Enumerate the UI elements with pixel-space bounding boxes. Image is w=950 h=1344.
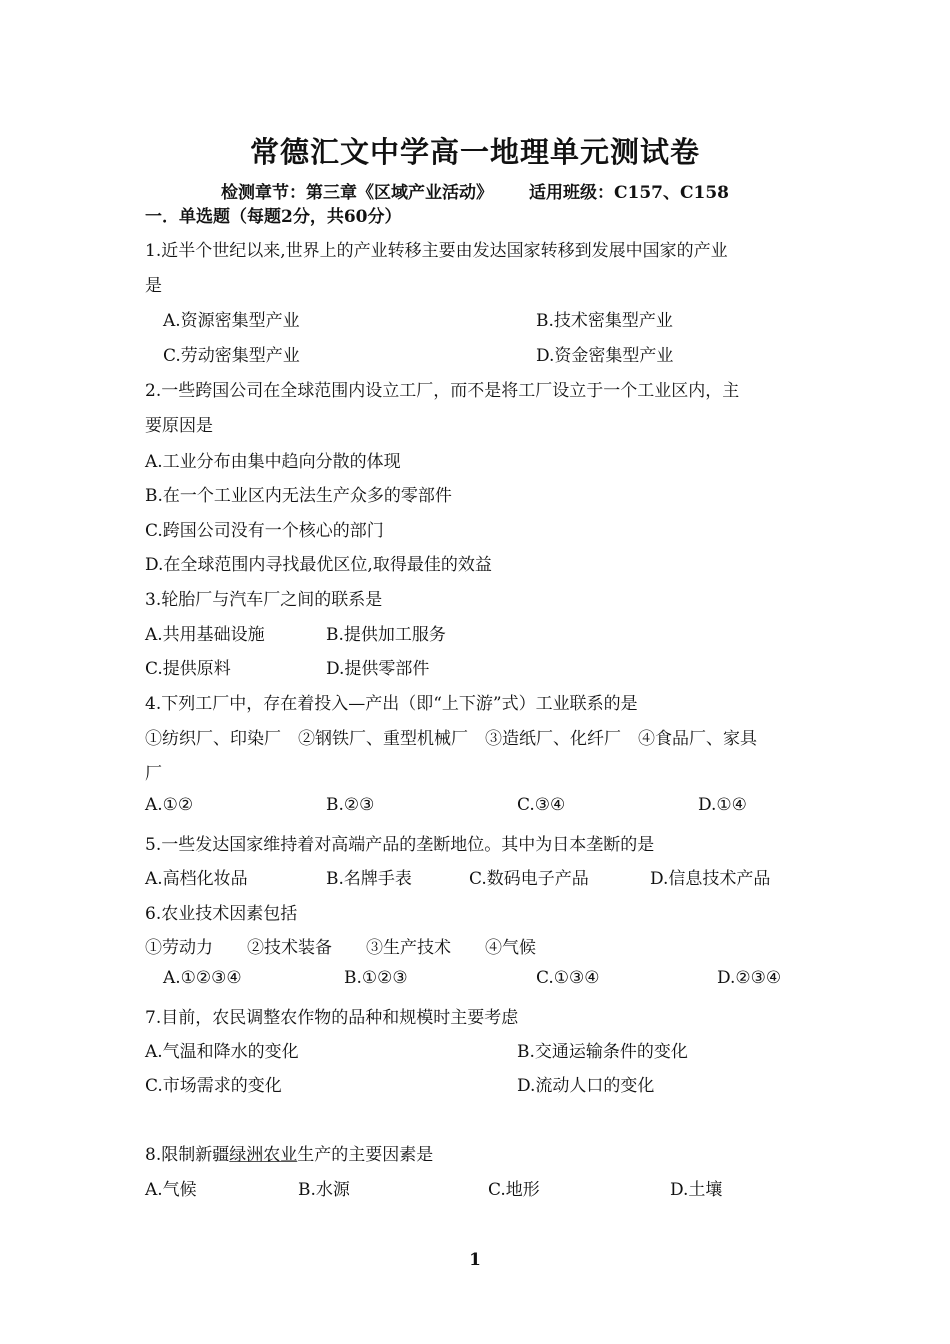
question-5-stem: 5.一些发达国家维持着对高端产品的垄断地位。其中为日本垄断的是 <box>145 835 655 855</box>
question-2-option-c: C.跨国公司没有一个核心的部门 <box>145 521 384 541</box>
question-5-option-d: D.信息技术产品 <box>650 869 771 889</box>
question-8-stem-marked: 绿洲农业 <box>229 1145 298 1165</box>
question-8-option-b: B.水源 <box>298 1180 350 1200</box>
question-7-option-c: C.市场需求的变化 <box>145 1076 282 1096</box>
question-8-stem <box>145 1140 433 1165</box>
question-3-stem: 3.轮胎厂与汽车厂之间的联系是 <box>145 590 383 610</box>
question-3-option-c: C.提供原料 <box>145 659 231 679</box>
question-6-option-a: A.①②③④ <box>163 968 242 988</box>
question-2-option-a: A.工业分布由集中趋向分散的体现 <box>145 452 401 472</box>
question-8-option-d: D.土壤 <box>670 1180 723 1200</box>
question-7-option-d: D.流动人口的变化 <box>517 1076 655 1096</box>
question-4-items-cont: 厂 <box>145 764 162 784</box>
question-5-option-b: B.名牌手表 <box>326 869 412 889</box>
question-8-option-c: C.地形 <box>488 1180 540 1200</box>
question-5-option-a: A.高档化妆品 <box>145 869 248 889</box>
question-2-option-b: B.在一个工业区内无法生产众多的零部件 <box>145 486 452 506</box>
question-3-option-b: B.提供加工服务 <box>326 625 446 645</box>
classes-label: 适用班级：C157、C158 <box>528 183 730 203</box>
exam-title: 常德汇文中学高一地理单元测试卷 <box>249 135 700 169</box>
question-4-option-a: A.①② <box>145 795 194 815</box>
question-1-option-a: A.资源密集型产业 <box>163 311 300 331</box>
question-8-stem-post: 生产的主要因素是 <box>297 1145 434 1165</box>
question-5-option-c: C.数码电子产品 <box>469 869 589 889</box>
question-4-option-d: D.①④ <box>698 795 747 815</box>
exam-subtitle <box>0 178 950 203</box>
question-6-option-d: D.②③④ <box>717 968 782 988</box>
chapter-label: 检测章节：第三章《区域产业活动》 <box>220 183 493 203</box>
question-6-items: ①劳动力 ②技术装备 ③生产技术 ④气候 <box>145 938 536 958</box>
question-1-option-b: B.技术密集型产业 <box>536 311 673 331</box>
question-3-option-a: A.共用基础设施 <box>145 625 265 645</box>
question-4-option-b: B.②③ <box>326 795 375 815</box>
question-7-stem: 7.目前，农民调整农作物的品种和规模时主要考虑 <box>145 1008 519 1028</box>
question-2-stem: 2.一些跨国公司在全球范围内设立工厂，而不是将工厂设立于一个工业区内，主 <box>145 381 740 401</box>
question-8-stem-pre: 8.限制新疆 <box>145 1145 230 1165</box>
question-4-option-c: C.③④ <box>517 795 566 815</box>
question-6-option-b: B.①②③ <box>344 968 408 988</box>
question-4-items: ①纺织厂、印染厂 ②钢铁厂、重型机械厂 ③造纸厂、化纤厂 ④食品厂、家具 <box>145 729 757 749</box>
question-1-stem: 1.近半个世纪以来,世界上的产业转移主要由发达国家转移到发展中国家的产业 <box>145 241 728 261</box>
question-6-stem: 6.农业技术因素包括 <box>145 904 298 924</box>
question-6-option-c: C.①③④ <box>536 968 600 988</box>
question-8-option-a: A.气候 <box>145 1180 197 1200</box>
question-4-stem: 4.下列工厂中，存在着投入—产出（即“上下游”式）工业联系的是 <box>145 694 638 714</box>
question-2-option-d: D.在全球范围内寻找最优区位,取得最佳的效益 <box>145 555 492 575</box>
page-number: 1 <box>469 1250 481 1270</box>
question-1-option-c: C.劳动密集型产业 <box>163 346 300 366</box>
question-1-stem-cont: 是 <box>145 276 162 296</box>
question-3-option-d: D.提供零部件 <box>326 659 430 679</box>
question-7-option-a: A.气温和降水的变化 <box>145 1042 299 1062</box>
question-1-option-d: D.资金密集型产业 <box>536 346 674 366</box>
question-2-stem-cont: 要原因是 <box>145 416 213 436</box>
section-heading: 一．单选题（每题2分，共60分） <box>145 207 402 227</box>
question-7-option-b: B.交通运输条件的变化 <box>517 1042 688 1062</box>
